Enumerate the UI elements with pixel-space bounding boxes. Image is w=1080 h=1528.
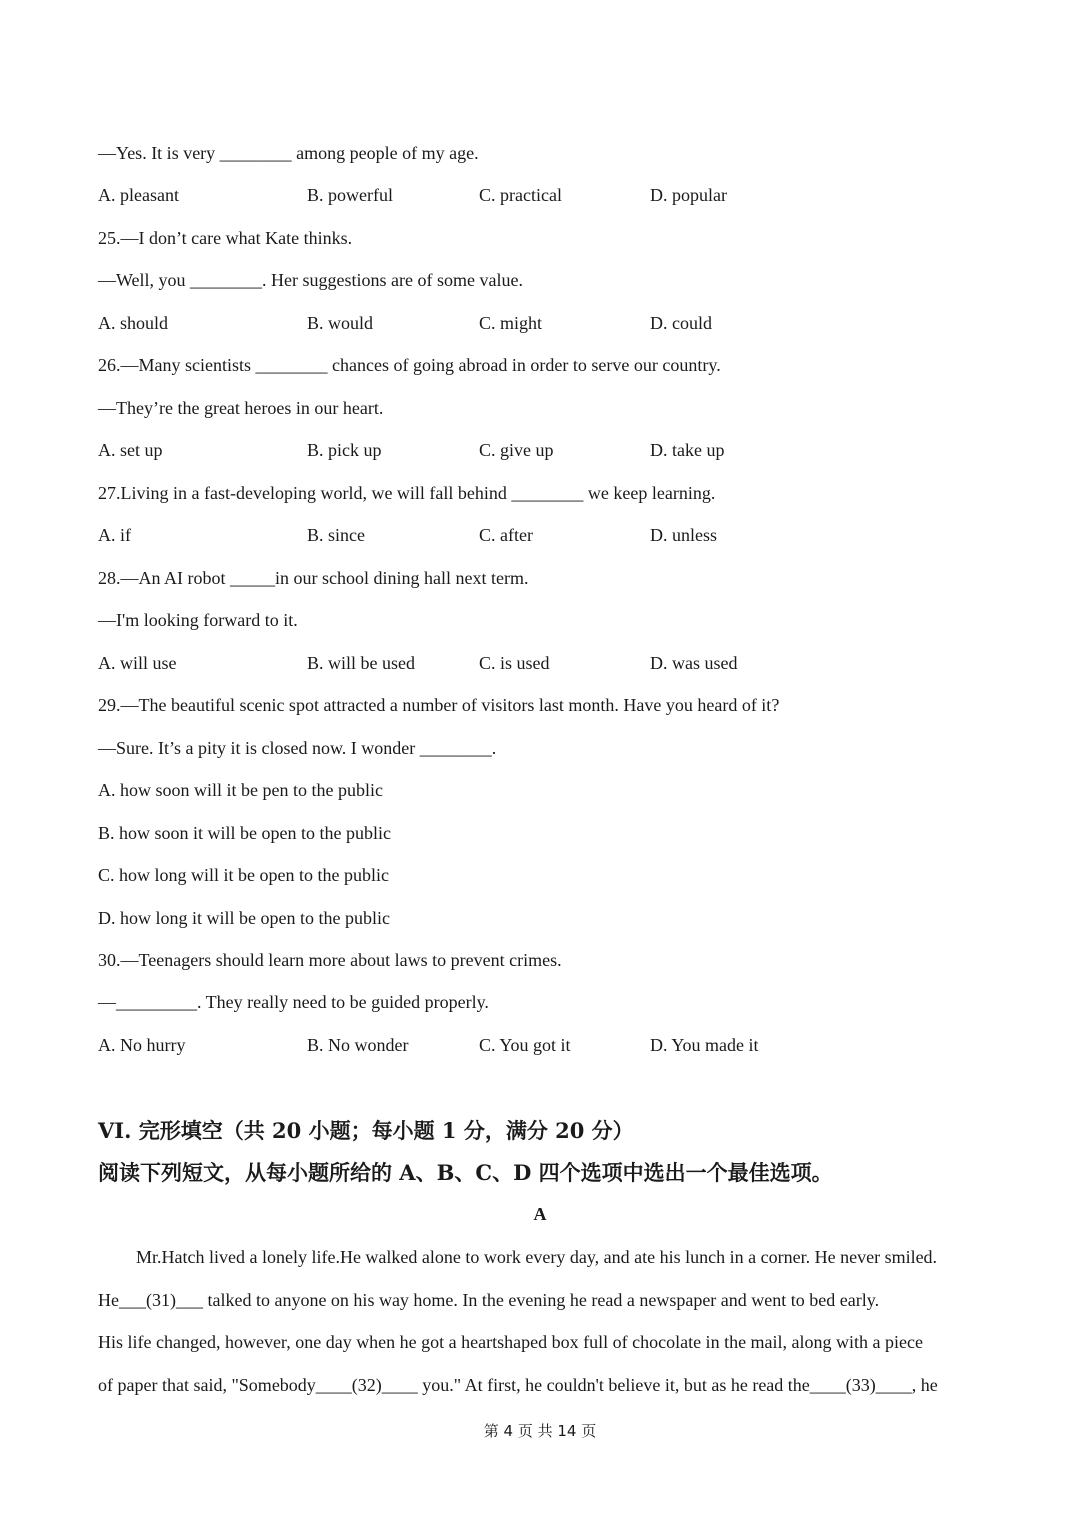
q24-answer-line: —Yes. It is very ________ among people of my age. bbox=[98, 143, 479, 163]
option-b: B. will be used bbox=[307, 653, 415, 673]
option-d: D. could bbox=[650, 313, 712, 333]
option-c: C. practical bbox=[479, 185, 562, 205]
option-c: C. You got it bbox=[479, 1035, 571, 1055]
option-a: A. if bbox=[98, 525, 131, 545]
passage-line-2: He___(31)___ talked to anyone on his way home. In the evening he read a newspaper and went to bed early. bbox=[98, 1290, 880, 1310]
option-a: A. set up bbox=[98, 440, 163, 460]
passage-line-1: Mr.Hatch lived a lonely life.He walked alone to work every day, and ate his lunch in a corner. He never smiled. bbox=[136, 1247, 938, 1267]
option-d: D. unless bbox=[650, 525, 717, 545]
option-b: B. powerful bbox=[307, 185, 393, 205]
passage-line-3: His life changed, however, one day when he got a heartshaped box full of chocolate in the mail, along with a piece bbox=[98, 1332, 923, 1352]
q25-answer-line: —Well, you ________. Her suggestions are of some value. bbox=[98, 270, 523, 290]
option-d: D. take up bbox=[650, 440, 725, 460]
q30-question: 30.—Teenagers should learn more about laws to prevent crimes. bbox=[98, 950, 562, 970]
option-a: A. No hurry bbox=[98, 1035, 186, 1055]
option-b: B. No wonder bbox=[307, 1035, 409, 1055]
option-b: B. pick up bbox=[307, 440, 382, 460]
q30-answer-line: —_________. They really need to be guided properly. bbox=[98, 992, 489, 1012]
option-d: D. was used bbox=[650, 653, 738, 673]
q29-option-a: A. how soon will it be pen to the public bbox=[98, 780, 383, 800]
passage-label: A bbox=[533, 1204, 547, 1224]
q25-question: 25.—I don’t care what Kate thinks. bbox=[98, 228, 353, 248]
q26-question: 26.—Many scientists ________ chances of going abroad in order to serve our country. bbox=[98, 355, 721, 375]
q29-option-d: D. how long it will be open to the public bbox=[98, 908, 390, 928]
q28-question: 28.—An AI robot _____in our school dining hall next term. bbox=[98, 568, 529, 588]
option-a: A. should bbox=[98, 313, 169, 333]
option-a: A. will use bbox=[98, 653, 177, 673]
option-c: C. might bbox=[479, 313, 543, 333]
section-title: VI. 完形填空（共 20 小题；每小题 1 分，满分 20 分） bbox=[98, 1118, 634, 1143]
option-c: C. is used bbox=[479, 653, 550, 673]
q29-question: 29.—The beautiful scenic spot attracted a number of visitors last month. Have you heard of it? bbox=[98, 695, 780, 715]
passage-line-4: of paper that said, "Somebody____(32)____ you." At first, he couldn't believe it, but as he read the____(33)____, he bbox=[98, 1375, 938, 1395]
option-d: D. popular bbox=[650, 185, 727, 205]
option-c: C. give up bbox=[479, 440, 554, 460]
option-b: B. since bbox=[307, 525, 365, 545]
q26-answer-line: —They’re the great heroes in our heart. bbox=[98, 398, 384, 418]
page-footer: 第 4 页 共 14 页 bbox=[483, 1422, 597, 1440]
option-b: B. would bbox=[307, 313, 374, 333]
q29-option-b: B. how soon it will be open to the public bbox=[98, 823, 391, 843]
option-a: A. pleasant bbox=[98, 185, 179, 205]
q28-answer-line: —I'm looking forward to it. bbox=[98, 610, 298, 630]
option-d: D. You made it bbox=[650, 1035, 759, 1055]
q29-answer-line: —Sure. It’s a pity it is closed now. I wonder ________. bbox=[98, 738, 497, 758]
q29-option-c: C. how long will it be open to the public bbox=[98, 865, 389, 885]
section-instruction: 阅读下列短文，从每小题所给的 A、B、C、D 四个选项中选出一个最佳选项。 bbox=[98, 1160, 833, 1185]
q27-question: 27.Living in a fast-developing world, we will fall behind ________ we keep learning. bbox=[98, 483, 716, 503]
option-c: C. after bbox=[479, 525, 533, 545]
